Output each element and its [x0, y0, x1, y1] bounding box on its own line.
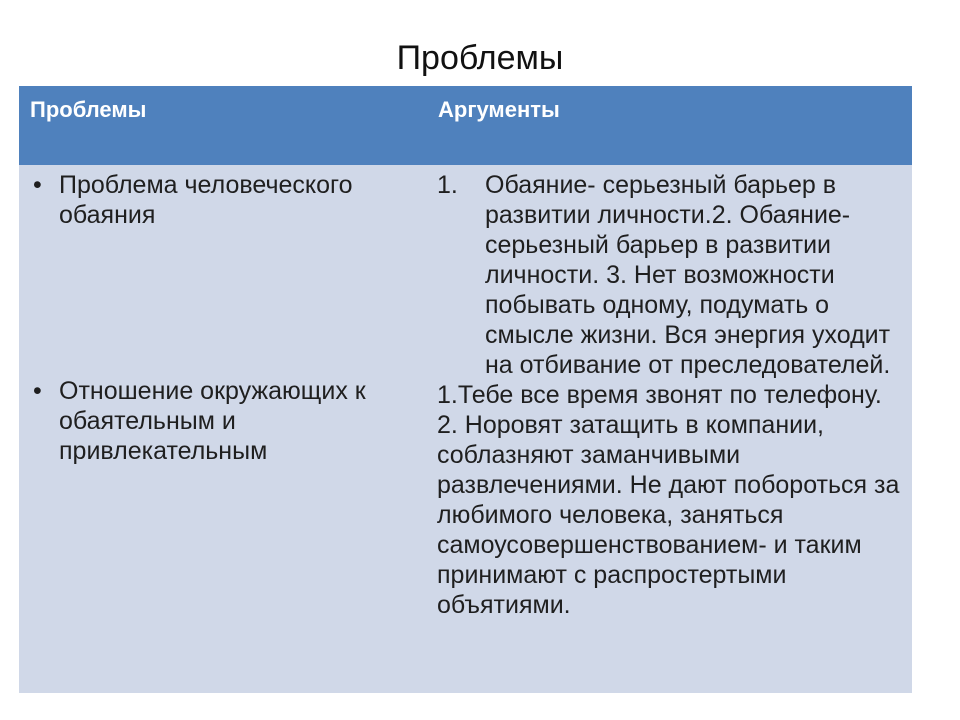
argument-text-2: 1.Тебе все время звонят по телефону. 2. Норовят затащить в компании, соблазняют заманчивыми развлечениями. Не дают побороться за любимого человека, заняться самоусовершенствованием- и таким принимают с распростертыми объятиями. — [437, 381, 900, 619]
slide-title: Проблемы — [396, 39, 564, 77]
problem-text: Проблема человеческого обаяния — [59, 171, 353, 229]
bullet-icon: • — [33, 377, 42, 405]
problems-arguments-table — [19, 86, 912, 693]
problems-column — [29, 170, 394, 466]
problem-text: Отношение окружающих к обаятельным и привлекательным — [59, 377, 366, 465]
problem-item — [29, 170, 394, 230]
header-arguments: Аргументы — [438, 97, 560, 122]
table-header-row — [19, 86, 912, 165]
problem-item — [29, 376, 394, 466]
arguments-column — [437, 170, 907, 620]
argument-number: 1. — [437, 171, 458, 199]
argument-item — [437, 170, 907, 380]
header-problems: Проблемы — [30, 97, 147, 122]
bullet-icon: • — [33, 171, 42, 199]
argument-text: Обаяние- серьезный барьер в развитии личности.2. Обаяние- серьезный барьер в развитии личности. 3. Нет возможности побывать одному, подумать о смысле жизни. Вся энергия уходит на отбивание от преследователей. — [485, 171, 891, 379]
